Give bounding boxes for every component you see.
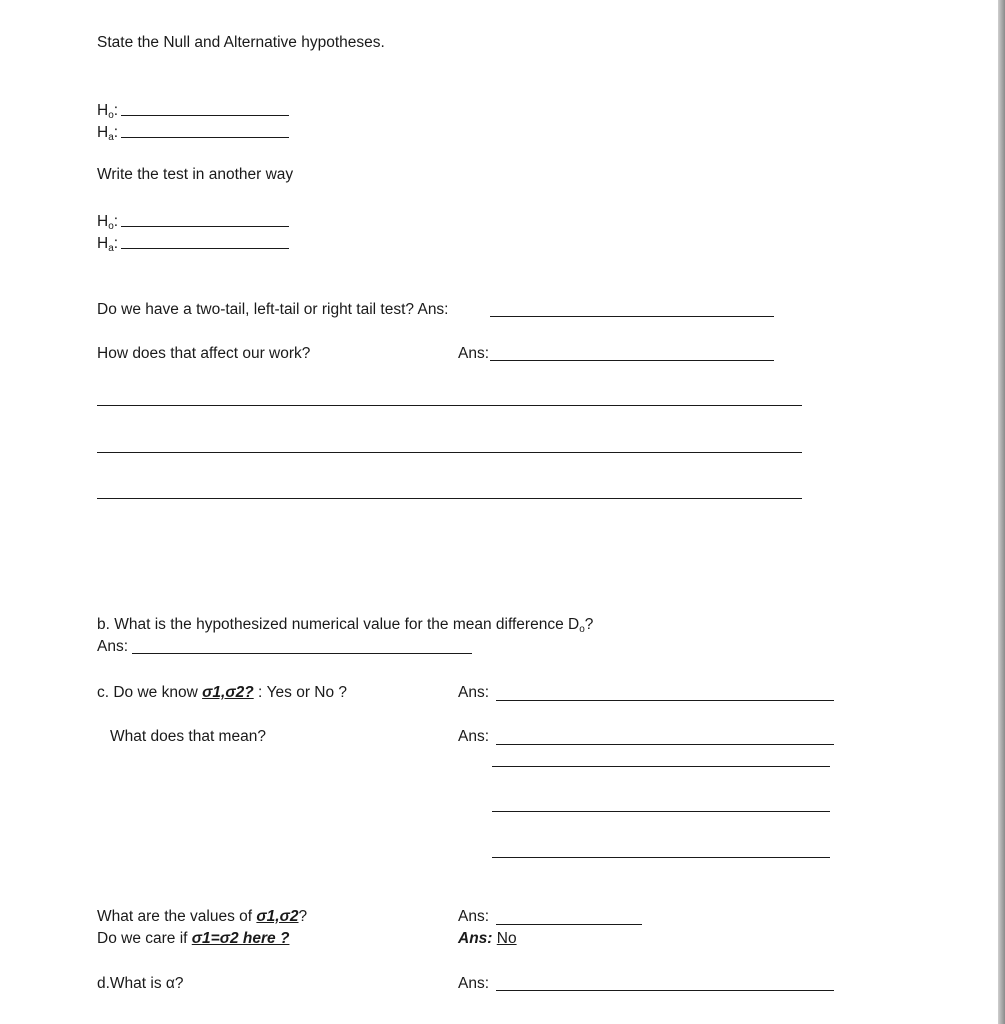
sigma-equal-question: Do we care if σ1=σ2 here ? (97, 930, 290, 947)
meaning-answer-line-4[interactable] (492, 857, 830, 858)
ha-label-1: $H_a$: (97, 124, 119, 143)
free-answer-line-3[interactable] (97, 498, 802, 499)
h0-answer-line-2[interactable] (121, 226, 289, 227)
h0-label-2: $H_o$: (97, 213, 119, 232)
h0-answer-line-1[interactable] (121, 115, 289, 116)
part-b-question: b. What is the hypothesized numerical value for the mean difference $D_o$? (97, 616, 594, 635)
free-answer-line-2[interactable] (97, 452, 802, 453)
meaning-question: What does that mean? (110, 728, 266, 745)
page-right-edge (998, 0, 1005, 1024)
meaning-answer-line-2[interactable] (492, 766, 830, 767)
meaning-ans-label: Ans: (458, 728, 490, 745)
sigma-values-answer-line[interactable] (496, 924, 642, 925)
part-d-question: d.What is α? (97, 975, 184, 992)
affect-work-ans-label: Ans: (458, 345, 490, 362)
part-d-ans-label: Ans: (458, 975, 490, 992)
affect-work-question: How does that affect our work? (97, 345, 311, 362)
part-b-answer-line[interactable] (132, 653, 472, 654)
h0-label-1: $H_o$: (97, 102, 119, 121)
ha-label-2: $H_a$: (97, 235, 119, 254)
sigma-values-ans-label: Ans: (458, 908, 490, 925)
tail-test-answer-line[interactable] (490, 316, 774, 317)
part-c-question: c. Do we know σ1,σ2? : Yes or No ? (97, 684, 348, 701)
sigma-equal-answer: Ans: No (458, 930, 517, 947)
tail-test-question: Do we have a two-tail, left-tail or right tail test? Ans: (97, 301, 449, 318)
meaning-answer-line-1[interactable] (496, 744, 834, 745)
state-hypotheses-heading: State the Null and Alternative hypotheses. (97, 34, 385, 51)
part-c-answer-line[interactable] (496, 700, 834, 701)
sigma-values-question: What are the values of σ1,σ2? (97, 908, 308, 925)
part-d-answer-line[interactable] (496, 990, 834, 991)
affect-work-answer-line[interactable] (490, 360, 774, 361)
part-c-ans-label: Ans: (458, 684, 490, 701)
ha-answer-line-1[interactable] (121, 137, 289, 138)
free-answer-line-1[interactable] (97, 405, 802, 406)
meaning-answer-line-3[interactable] (492, 811, 830, 812)
part-b-ans-label: Ans: (97, 638, 129, 655)
ha-answer-line-2[interactable] (121, 248, 289, 249)
write-another-way-heading: Write the test in another way (97, 166, 294, 183)
